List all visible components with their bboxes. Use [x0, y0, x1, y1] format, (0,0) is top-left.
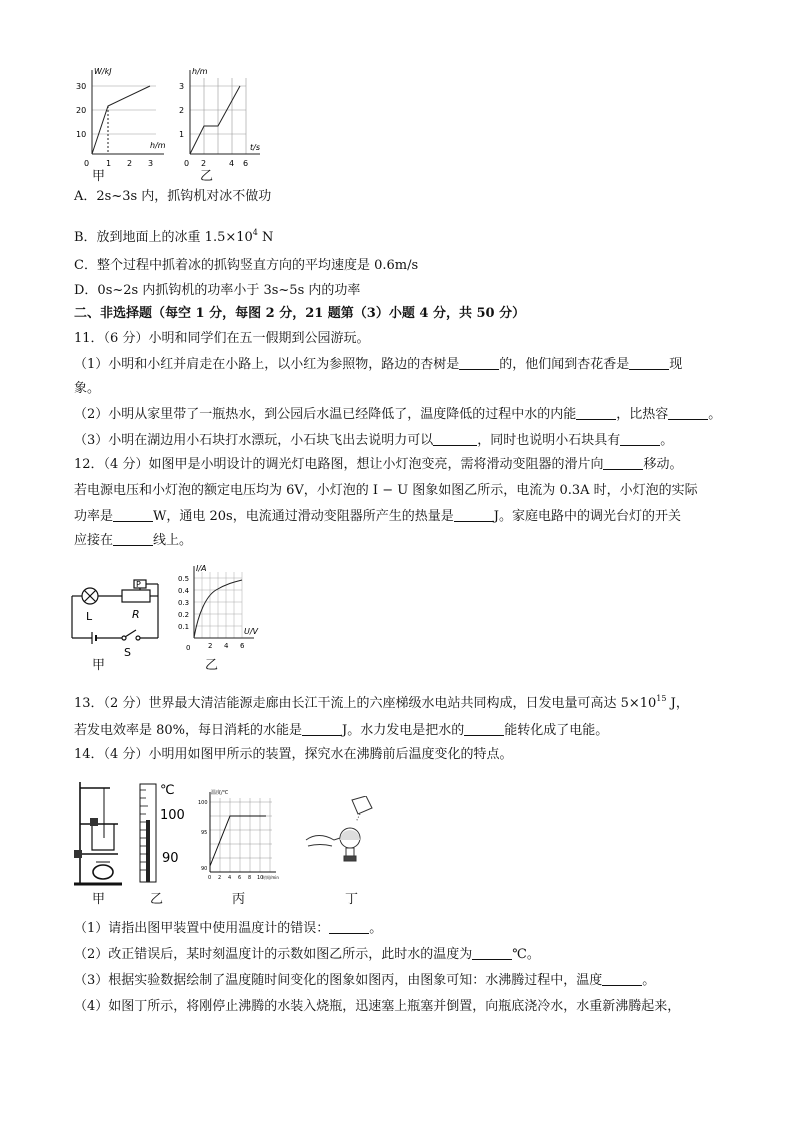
option-b: B．放到地面上的冰重 $1.5\times 10^4$ N: [74, 228, 274, 245]
figure-label-yi: 乙: [200, 169, 214, 184]
circuit-diagram: [66, 578, 166, 660]
iu-xtick: 6: [240, 642, 245, 650]
boiling-apparatus: [70, 776, 126, 888]
figure-label-yi: 乙: [150, 892, 164, 907]
iu-ytick: 0.2: [178, 611, 190, 619]
wh-ytick: 10: [76, 130, 87, 139]
wh-xtick: 0: [84, 159, 90, 168]
figure-label-jia: 甲: [92, 658, 106, 673]
q11-part1: （1）小明和小红并肩走在小路上，以小红为参照物，路边的杏树是 的，他们闻到杏花香是 现: [74, 357, 683, 372]
q14-part1: （1）请指出图甲装置中使用温度计的错误： 。: [74, 921, 383, 936]
figure-label-jia: 甲: [92, 892, 106, 907]
switch-label: S: [124, 646, 131, 659]
answer-blank[interactable]: [602, 973, 642, 986]
answer-blank[interactable]: [113, 533, 153, 546]
thermometer-tick: 100: [160, 808, 185, 823]
work-height-graph: [72, 62, 172, 180]
ht-xtick: 2: [201, 159, 207, 168]
answer-blank[interactable]: [459, 357, 499, 370]
inverted-flask-figure: [300, 796, 384, 870]
temp-ytick: 100: [198, 800, 208, 806]
ht-xtick: 4: [229, 159, 235, 168]
figure-label-yi: 乙: [205, 658, 219, 673]
option-c: C．整个过程中抓着冰的抓钩竖直方向的平均速度是 0.6m/s: [74, 258, 419, 273]
q11-part1-cont: 象。: [74, 381, 101, 396]
wh-xlabel: h/m: [150, 141, 166, 150]
q14-part4: （4）如图丁所示，将刚停止沸腾的水装入烧瓶，迅速塞上瓶塞并倒置，向瓶底浇冷水，水重新沸腾起来，: [74, 999, 681, 1014]
temperature-time-graph: [196, 786, 288, 882]
temp-xtick: 4: [228, 875, 232, 881]
q14-stem: 14．（4 分）小明用如图甲所示的装置，探究水在沸腾前后温度变化的特点。: [74, 747, 513, 762]
thermometer-tick: 90: [162, 851, 179, 866]
lamp-label: L: [86, 610, 93, 623]
answer-blank[interactable]: [668, 407, 708, 420]
wh-ytick: 20: [76, 106, 87, 115]
ht-ytick: 3: [179, 82, 185, 91]
option-d: D．0s~2s 内抓钩机的功率小于 3s~5s 内的功率: [74, 283, 361, 298]
iu-ytick: 0.4: [178, 587, 190, 595]
wh-xtick: 1: [106, 159, 112, 168]
q12-line3: 功率是 W，通电 20s，电流通过滑动变阻器所产生的热量是 J。家庭电路中的调光台灯的开关: [74, 509, 681, 524]
iu-xtick: 4: [224, 642, 229, 650]
q12-line1: 12．（4 分）如图甲是小明设计的调光灯电路图，想让小灯泡变亮，需将滑动变阻器的滑片向 移动。: [74, 457, 683, 472]
answer-blank[interactable]: [302, 723, 342, 736]
ht-ytick: 2: [179, 106, 185, 115]
answer-blank[interactable]: [629, 357, 669, 370]
iu-xtick: 2: [208, 642, 213, 650]
q11-part2: （2）小明从家里带了一瓶热水，到公园后水温已经降低了，温度降低的过程中水的内能 ，比热容 。: [74, 407, 722, 422]
ht-ytick: 1: [179, 130, 185, 139]
q11-stem: 11．（6 分）小明和同学们在五一假期到公园游玩。: [74, 331, 370, 346]
figure-label-ding: 丁: [345, 892, 359, 907]
ht-xtick: 0: [184, 159, 190, 168]
temp-xtick: 6: [238, 875, 242, 881]
iu-ylabel: I/A: [196, 564, 207, 573]
answer-blank[interactable]: [113, 509, 153, 522]
q14-part3: （3）根据实验数据绘制了温度随时间变化的图象如图丙，由图象可知：水沸腾过程中，温度 。: [74, 973, 656, 988]
wh-xtick: 2: [127, 159, 133, 168]
temp-xtick: 2: [218, 875, 222, 881]
temp-xlabel: 时间/min: [262, 875, 279, 880]
temp-xtick: 10: [257, 875, 264, 881]
q13-line2: 若发电效率是 80%，每日消耗的水能是 J。水力发电是把水的 能转化成了电能。: [74, 723, 609, 738]
q12-line2: 若电源电压和小灯泡的额定电压均为 6V，小灯泡的 I − U 图象如图乙所示，电流为 0.3A 时，小灯泡的实际: [74, 483, 698, 498]
option-a: A．2s~3s 内，抓钩机对冰不做功: [74, 189, 272, 204]
iu-ytick: 0.1: [178, 623, 190, 631]
answer-blank[interactable]: [603, 457, 643, 470]
temp-xtick: 8: [248, 875, 252, 881]
resistor-label: R: [132, 608, 140, 621]
answer-blank[interactable]: [433, 433, 477, 446]
iu-ytick: 0.5: [178, 575, 190, 583]
slider-label: P: [136, 580, 141, 589]
answer-blank[interactable]: [464, 723, 504, 736]
iu-ytick: 0.3: [178, 599, 190, 607]
wh-xtick: 3: [148, 159, 154, 168]
ht-ylabel: h/m: [192, 67, 208, 76]
temp-ylabel: 温度/℃: [211, 790, 229, 796]
q14-part2: （2）改正错误后，某时刻温度计的示数如图乙所示，此时水的温度为 ℃。: [74, 947, 540, 962]
wh-ylabel: W/kJ: [94, 67, 112, 76]
ht-xlabel: t/s: [250, 143, 260, 152]
answer-blank[interactable]: [329, 921, 369, 934]
temp-ytick: 95: [201, 830, 208, 836]
q13-line1: 13．（2 分）世界最大清洁能源走廊由长江干流上的六座梯级水电站共同构成，日发电量可高达 $5\times 10^{15}$ J，: [74, 694, 689, 711]
wh-ytick: 30: [76, 82, 87, 91]
answer-blank[interactable]: [620, 433, 660, 446]
thermometer-figure: [134, 780, 194, 886]
thermometer-unit: ℃: [160, 783, 175, 798]
temp-xtick: 0: [208, 875, 212, 881]
answer-blank[interactable]: [576, 407, 616, 420]
ht-xtick: 6: [243, 159, 249, 168]
figure-label-bing: 丙: [232, 892, 246, 907]
temp-ytick: 90: [201, 866, 208, 872]
answer-blank[interactable]: [472, 947, 512, 960]
iu-xlabel: U/V: [244, 627, 259, 636]
figure-label-jia: 甲: [92, 169, 106, 184]
answer-blank[interactable]: [454, 509, 494, 522]
q12-line4: 应接在 线上。: [74, 533, 193, 548]
height-time-graph: [176, 62, 266, 180]
current-voltage-graph: [176, 562, 266, 654]
section-heading: 二、非选择题（每空 1 分，每图 2 分，21 题第（3）小题 4 分，共 50 分）: [74, 306, 526, 321]
iu-xtick: 0: [186, 644, 191, 652]
q11-part3: （3）小明在湖边用小石块打水漂玩，小石块飞出去说明力可以 ，同时也说明小石块具有 。: [74, 433, 674, 448]
rheostat-symbol: [122, 590, 150, 602]
